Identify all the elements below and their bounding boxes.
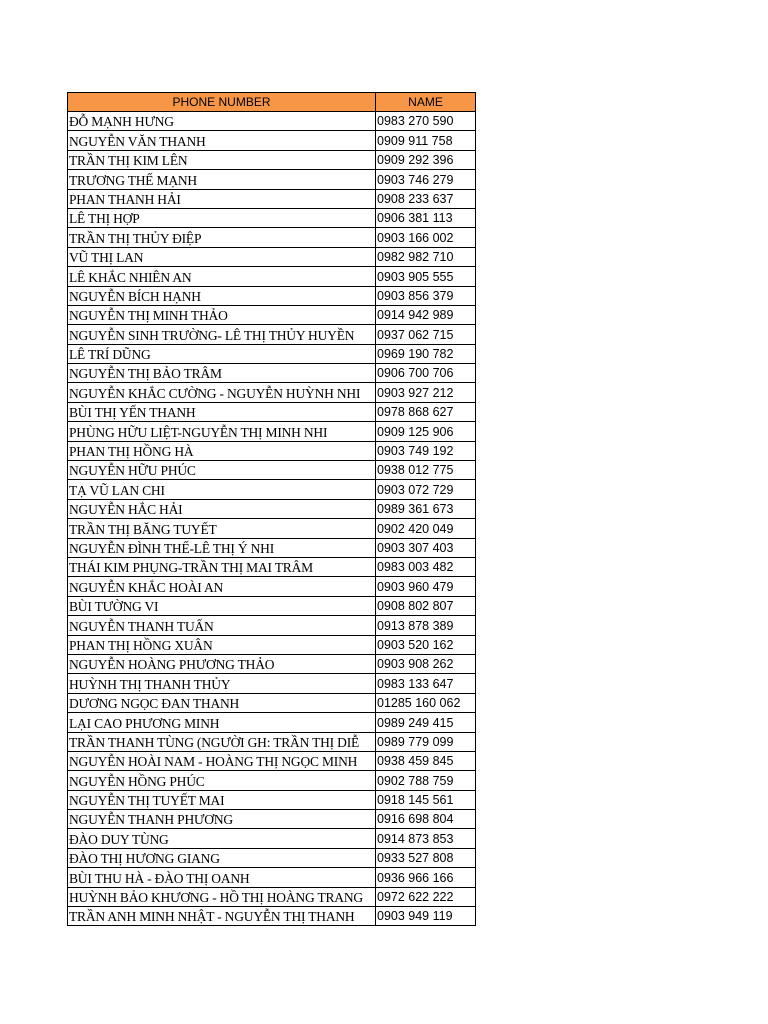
name-cell[interactable]: BÙI TƯỜNG VI — [68, 596, 376, 615]
phone-cell[interactable]: 0938 459 845 — [376, 751, 476, 770]
table-row — [68, 848, 476, 867]
name-cell[interactable]: NGUYỄN HỒNG PHÚC — [68, 771, 376, 790]
table-row — [68, 751, 476, 770]
table-row — [68, 499, 476, 518]
phone-cell[interactable]: 0938 012 775 — [376, 461, 476, 480]
name-cell[interactable]: LÊ TRÍ DŨNG — [68, 344, 376, 363]
name-cell[interactable]: LÊ THỊ HỢP — [68, 208, 376, 227]
table-row — [68, 383, 476, 402]
phone-cell[interactable]: 0906 700 706 — [376, 364, 476, 383]
phone-cell[interactable]: 0914 942 989 — [376, 305, 476, 324]
table-row — [68, 713, 476, 732]
phone-cell[interactable]: 0902 788 759 — [376, 771, 476, 790]
name-cell[interactable]: VŨ THỊ LAN — [68, 247, 376, 266]
phone-cell[interactable]: 0903 520 162 — [376, 635, 476, 654]
name-cell[interactable]: NGUYỄN ĐÌNH THẾ-LÊ THỊ Ý NHI — [68, 538, 376, 557]
phone-cell[interactable]: 0983 003 482 — [376, 557, 476, 576]
table-row — [68, 519, 476, 538]
name-cell[interactable]: TRẦN THANH TÙNG (NGƯỜI GH: TRẦN THỊ DIỄ — [68, 732, 376, 751]
phone-cell[interactable]: 0903 856 379 — [376, 286, 476, 305]
name-cell[interactable]: TRẦN THỊ KIM LÊN — [68, 150, 376, 169]
phone-cell[interactable]: 0936 966 166 — [376, 868, 476, 887]
phone-cell[interactable]: 0908 802 807 — [376, 596, 476, 615]
name-cell[interactable]: BÙI THỊ YẾN THANH — [68, 402, 376, 421]
name-cell[interactable]: HUỲNH THỊ THANH THỦY — [68, 674, 376, 693]
table-row — [68, 150, 476, 169]
table-row — [68, 674, 476, 693]
table-body — [68, 112, 476, 926]
name-cell[interactable]: TẠ VŨ LAN CHI — [68, 480, 376, 499]
name-cell[interactable]: TRẦN THỊ BĂNG TUYẾT — [68, 519, 376, 538]
phone-cell[interactable]: 0937 062 715 — [376, 325, 476, 344]
table-row — [68, 790, 476, 809]
name-cell[interactable]: DƯƠNG NGỌC ĐAN THANH — [68, 693, 376, 712]
phone-cell[interactable]: 0909 911 758 — [376, 131, 476, 150]
phone-cell[interactable]: 0918 145 561 — [376, 790, 476, 809]
phone-cell[interactable]: 0978 868 627 — [376, 402, 476, 421]
table-row — [68, 131, 476, 150]
phone-cell[interactable]: 0902 420 049 — [376, 519, 476, 538]
table-row — [68, 596, 476, 615]
name-cell[interactable]: NGUYỄN THỊ BẢO TRÂM — [68, 364, 376, 383]
phone-cell[interactable]: 0903 908 262 — [376, 654, 476, 673]
phone-cell[interactable]: 0903 307 403 — [376, 538, 476, 557]
phone-cell[interactable]: 0903 949 119 — [376, 907, 476, 926]
table-row — [68, 247, 476, 266]
table-row — [68, 422, 476, 441]
phone-cell[interactable]: 0983 270 590 — [376, 112, 476, 131]
phone-cell[interactable]: 0903 072 729 — [376, 480, 476, 499]
table-row — [68, 907, 476, 926]
table-row — [68, 810, 476, 829]
contact-table — [67, 92, 476, 926]
name-cell[interactable]: BÙI THU HÀ - ĐÀO THỊ OANH — [68, 868, 376, 887]
phone-cell[interactable]: 0989 361 673 — [376, 499, 476, 518]
table-row — [68, 112, 476, 131]
table-row — [68, 305, 476, 324]
table-row — [68, 189, 476, 208]
header-phone-number[interactable]: PHONE NUMBER — [68, 93, 376, 112]
name-cell[interactable]: NGUYỄN HOÀNG PHƯƠNG THẢO — [68, 654, 376, 673]
phone-cell[interactable]: 0903 905 555 — [376, 267, 476, 286]
name-cell[interactable]: HUỲNH BẢO KHƯƠNG - HỒ THỊ HOÀNG TRANG — [68, 887, 376, 906]
name-cell[interactable]: LẠI CAO PHƯƠNG MINH — [68, 713, 376, 732]
phone-cell[interactable]: 0989 249 415 — [376, 713, 476, 732]
name-cell[interactable]: NGUYỄN THANH PHƯƠNG — [68, 810, 376, 829]
name-cell[interactable]: ĐÀO THỊ HƯƠNG GIANG — [68, 848, 376, 867]
phone-cell[interactable]: 0913 878 389 — [376, 616, 476, 635]
table-row — [68, 693, 476, 712]
name-cell[interactable]: ĐỖ MẠNH HƯNG — [68, 112, 376, 131]
phone-cell[interactable]: 0903 166 002 — [376, 228, 476, 247]
phone-cell[interactable]: 0982 982 710 — [376, 247, 476, 266]
table-row — [68, 829, 476, 848]
name-cell[interactable]: THÁI KIM PHỤNG-TRẦN THỊ MAI TRÂM — [68, 557, 376, 576]
name-cell[interactable]: NGUYỄN BÍCH HẠNH — [68, 286, 376, 305]
table-row — [68, 325, 476, 344]
table-row — [68, 286, 476, 305]
phone-cell[interactable]: 0969 190 782 — [376, 344, 476, 363]
phone-cell[interactable]: 01285 160 062 — [376, 693, 476, 712]
phone-cell[interactable]: 0909 125 906 — [376, 422, 476, 441]
name-cell[interactable]: NGUYỄN KHẮC HOÀI AN — [68, 577, 376, 596]
name-cell[interactable]: NGUYỄN KHẮC CƯỜNG - NGUYỄN HUỲNH NHI — [68, 383, 376, 402]
header-name[interactable]: NAME — [376, 93, 476, 112]
name-cell[interactable]: PHAN THỊ HỒNG XUÂN — [68, 635, 376, 654]
name-cell[interactable]: NGUYỄN THANH TUẤN — [68, 616, 376, 635]
table-row — [68, 441, 476, 460]
phone-cell[interactable]: 0914 873 853 — [376, 829, 476, 848]
table-row — [68, 868, 476, 887]
name-cell[interactable]: PHÙNG HỮU LIỆT-NGUYỄN THỊ MINH NHI — [68, 422, 376, 441]
name-cell[interactable]: TRẦN ANH MINH NHẬT - NGUYỄN THỊ THANH — [68, 907, 376, 926]
name-cell[interactable]: LÊ KHẮC NHIÊN AN — [68, 267, 376, 286]
table-row — [68, 771, 476, 790]
table-row — [68, 557, 476, 576]
phone-cell[interactable]: 0909 292 396 — [376, 150, 476, 169]
phone-cell[interactable]: 0933 527 808 — [376, 848, 476, 867]
table-row — [68, 654, 476, 673]
phone-cell[interactable]: 0903 960 479 — [376, 577, 476, 596]
table-row — [68, 267, 476, 286]
phone-cell[interactable]: 0989 779 099 — [376, 732, 476, 751]
table-row — [68, 616, 476, 635]
table-row — [68, 538, 476, 557]
name-cell[interactable]: NGUYỄN THỊ TUYẾT MAI — [68, 790, 376, 809]
name-cell[interactable]: NGUYỄN SINH TRƯỜNG- LÊ THỊ THỦY HUYỀN — [68, 325, 376, 344]
table-row — [68, 228, 476, 247]
phone-cell[interactable]: 0983 133 647 — [376, 674, 476, 693]
name-cell[interactable]: PHAN THỊ HỒNG HÀ — [68, 441, 376, 460]
name-cell[interactable]: NGUYỄN HỮU PHÚC — [68, 461, 376, 480]
table-row — [68, 344, 476, 363]
name-cell[interactable]: PHAN THANH HẢI — [68, 189, 376, 208]
phone-cell[interactable]: 0908 233 637 — [376, 189, 476, 208]
phone-cell[interactable]: 0903 749 192 — [376, 441, 476, 460]
name-cell[interactable]: NGUYỄN HOÀI NAM - HOÀNG THỊ NGỌC MINH — [68, 751, 376, 770]
table-row — [68, 461, 476, 480]
table-row — [68, 402, 476, 421]
table-row — [68, 732, 476, 751]
header-row — [68, 93, 476, 112]
name-cell[interactable]: TRƯƠNG THẾ MẠNH — [68, 170, 376, 189]
table-row — [68, 887, 476, 906]
table-row — [68, 480, 476, 499]
table-row — [68, 364, 476, 383]
table-row — [68, 170, 476, 189]
name-cell[interactable]: NGUYỄN VĂN THANH — [68, 131, 376, 150]
name-cell[interactable]: NGUYỄN THỊ MINH THẢO — [68, 305, 376, 324]
table-row — [68, 635, 476, 654]
phone-cell[interactable]: 0916 698 804 — [376, 810, 476, 829]
phone-cell[interactable]: 0903 746 279 — [376, 170, 476, 189]
phone-cell[interactable]: 0903 927 212 — [376, 383, 476, 402]
name-cell[interactable]: TRẦN THỊ THỦY ĐIỆP — [68, 228, 376, 247]
table-row — [68, 577, 476, 596]
phone-cell[interactable]: 0972 622 222 — [376, 887, 476, 906]
name-cell[interactable]: ĐÀO DUY TÙNG — [68, 829, 376, 848]
phone-cell[interactable]: 0906 381 113 — [376, 208, 476, 227]
name-cell[interactable]: NGUYỄN HẮC HẢI — [68, 499, 376, 518]
table-row — [68, 208, 476, 227]
